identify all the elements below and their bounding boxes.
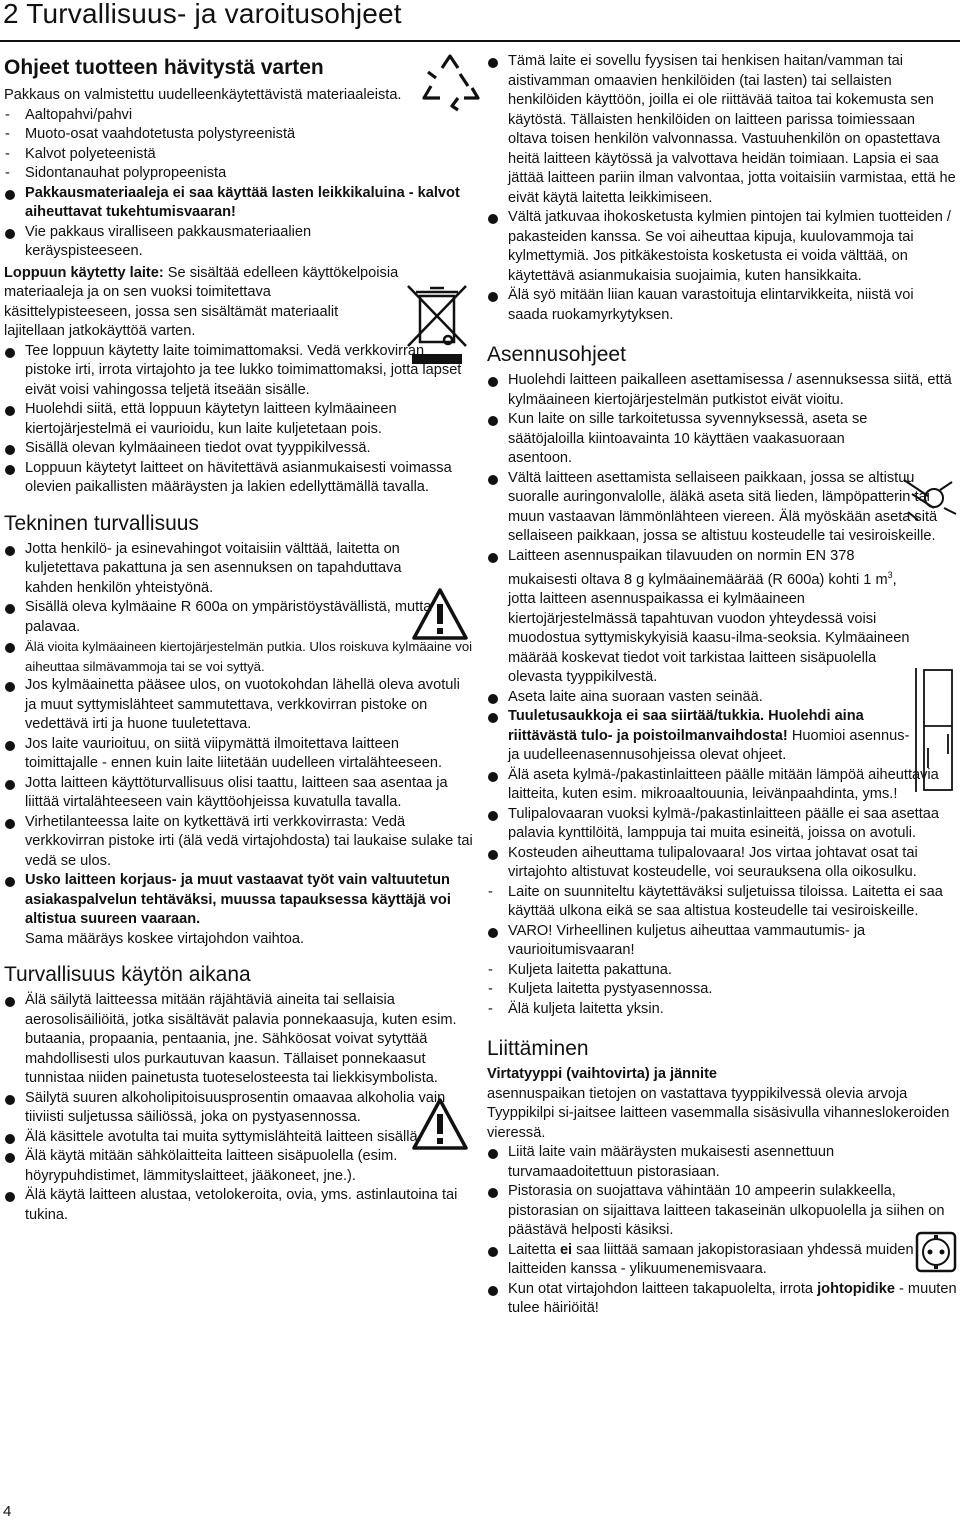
list-item: Älä käytä mitään sähkölaitteita laitteen sisäpuolella (esim. höyrypuhdistimet, lämmityslaitteet, jääkoneet, jne.).	[4, 1147, 474, 1186]
list-item: Vältä jatkuvaa ihokosketusta kylmien pintojen tai kylmien tuotteiden / pakasteiden kanssa. Se voi aiheuttaa kipuja, kuulovammoja tai kylmettymiä. Jos pitkäkestoista kosketusta ei voida välttää, on käytettävä asianmukaisia suojaimia, kuten hansikkaita.	[487, 208, 957, 286]
repair-tail: Sama määräys koskee virtajohdon vaihtoa.	[25, 930, 305, 947]
right-column	[487, 52, 957, 1319]
list-item: VARO! Virheellinen kuljetus aiheuttaa vammautumis- ja vaurioitumisvaaran!	[487, 922, 957, 961]
list-item	[487, 547, 918, 688]
list-item: Älä käytä laitteen alustaa, vetolokeroita, ovia, yms. astinlautoina tai tukina.	[4, 1186, 474, 1225]
list-item: Älä käsittele avotulta tai muita syttymislähteitä laitteen sisällä.	[4, 1128, 474, 1148]
list-item: Jotta laitteen käyttöturvallisuus olisi taattu, laitteen saa asentaa ja liittää virtalähteeseen vain käyttöohjeissa kuvatulla tavalla.	[4, 774, 474, 813]
eol-paragraph	[4, 264, 400, 342]
item3-a: Laitetta	[508, 1241, 560, 1258]
list-item: Kun laite on sille tarkoitetussa syvennyksessä, aseta se säätöjaloilla kiintoavainta 10 käyttäen vaakasuoraan asentoon.	[487, 410, 888, 469]
usage-heading: Turvallisuus käytön aikana	[4, 963, 251, 986]
list-item: Vältä laitteen asettamista sellaiseen paikkaan, jossa se altistuu suoralle auringonvalolle, äläkä aseta sitä lieden, lämpöpatterin tai muun vastaavan lämmönlähteen viereen. Älä myöskään aseta sitä sellaiseen paikkaan, jossa se altistuu kosteudelle tai vesiroiskeille.	[487, 469, 957, 547]
list-item: Säilytä suuren alkoholipitoisuusprosentin omaavaa alkoholia vain tiiviisti suljetussa säiliössä, joka on pystyasennossa.	[4, 1089, 474, 1128]
connection-subheading: Virtatyyppi (vaihtovirta) ja jännite	[487, 1066, 718, 1083]
list-item: Pakkausmateriaaleja ei saa käyttää lasten leikkikaluina - kalvot aiheuttavat tukehtumisvaaran!	[4, 184, 474, 223]
list-item: Virhetilanteessa laite on kytkettävä irti verkkovirrasta: Vedä verkkovirran pistoke irti (älä vedä virtajohdosta) tai laukaise sulake tai vedä se ulos.	[4, 813, 474, 872]
item3-c: saa liittää samaan jakopistorasiaan yhdessä muiden laitteiden kanssa - ylikuumenemisvaara.	[508, 1241, 914, 1278]
list-item: Tulipalovaaran vuoksi kylmä-/pakastinlaitteen päälle ei saa asettaa palavia kynttilöitä, lamppuja tai muita esineitä, joissa on avotuli.	[487, 805, 957, 844]
list-item: Vie pakkaus viralliseen pakkausmateriaalien keräyspisteeseen.	[4, 223, 415, 262]
room-sup: 3	[887, 570, 893, 580]
list-item	[487, 1241, 957, 1280]
list-item: Älä säilytä laitteessa mitään räjähtäviä aineita tai sellaisia aerosolisäiliöitä, jotka sisältävät palavia ponnekaasuja, kuten esim. butaania, propaania, pentaania, jne. Sähköosat voivat sytyttää mahdollisesti ulos purkautuvan kaasun. Tällaiset ponnekaasut tunnistaa niiden painetusta tuoteselosteesta tai liekkisymbolista.	[4, 991, 474, 1089]
list-item: - Sidontanauhat polypropeenista	[4, 164, 474, 184]
disposal-intro: Pakkaus on valmistettu uudelleenkäytettävistä materiaaleista.	[4, 87, 402, 103]
vent-warning: Tuuletusaukkoja ei saa siirtää/tukkia. Huolehdi aina riittävästä tulo- ja poistoilmanvaihdosta!	[508, 708, 864, 744]
list-item: Tämä laite ei sovellu fyysisen tai henkisen haitan/vamman tai aistivamman omaavien henkilöiden (tai lasten) tai sellaisten henkilöiden käyttöön, joilla ei ole riittävää taitoa tai kokemusta sen käytöstä. Tällaisten henkilöiden on laitteen parissa toimiessaan oltava toisen henkilön valvonnassa. Vastuuhenkilön on opastettava heitä laitteen käytössä ja valvottava heidän toimiaan. Lapsia ei saa jättää laitteen pariin ilman valvontaa, jotta voitaisiin varmistaa, että he eivät käytä laitetta leikkimiseen.	[487, 52, 957, 208]
repair-warning: Usko laitteen korjaus- ja muut vastaavat työt vain valtuutetun asiakaspalvelun tehtäväksi, muussa tapauksessa käyttäjä voi altistua suureen vaaraan.	[25, 872, 451, 927]
list-item: - Kuljeta laitetta pystyasennossa.	[487, 980, 957, 1000]
list-item: Älä aseta kylmä-/pakastinlaitteen päälle mitään lämpöä aiheuttavia laitteita, kuten esim. mikroaaltouunia, leivänpaahdinta, yms.!	[487, 766, 957, 805]
list-item	[487, 1280, 957, 1319]
list-item	[4, 871, 474, 949]
item3-b: ei	[559, 1241, 573, 1258]
room-text-b: , jotta laitteen asennuspaikassa ei kylmäaineen kiertojärjestelmässä tapahtuvan vuodon yhteydessä voisi muodostua syttymiskykyisiä kaasu-ilma-seoksia. Kylmäaineen määrää koskevat tiedot voit tarkistaa laitteen sisäpuolella olevasta tyyppikilvestä.	[508, 571, 910, 686]
list-item: Pistorasia on suojattava vähintään 10 ampeerin sulakkeella, pistorasian on sijaittava laitteen takaseinän ulkopuolella ja siihen on päästävä helposti käsiksi.	[487, 1182, 957, 1241]
item4-b: johtopidike	[817, 1280, 895, 1297]
connection-heading: Liittäminen	[487, 1037, 589, 1061]
list-item	[487, 707, 918, 766]
list-item: Liitä laite vain määräysten mukaisesti asennettuun turvamaadoitettuun pistorasiaan.	[487, 1143, 957, 1182]
list-item: - Älä kuljeta laitetta yksin.	[487, 1000, 957, 1020]
item4-c: - muuten tulee häiriöitä!	[508, 1280, 957, 1317]
list-item: Jos kylmäainetta pääsee ulos, on vuotokohdan lähellä oleva avotuli ja muut syttymislähteet sammutettava, verkkovirran pistoke on vedettävä irti ja huone tuuletettava.	[4, 676, 474, 735]
page-title: 2 Turvallisuus- ja varoitusohjeet	[3, 0, 402, 29]
list-item: - Laite on suunniteltu käytettäväksi suljetuissa tiloissa. Laitetta ei saa käyttää ulkona eikä se saa altistua kosteudelle tai vesiroiskeille.	[487, 883, 957, 922]
title-rule	[0, 40, 960, 42]
list-item: - Muoto-osat vaahdotetusta polystyreenistä	[4, 125, 474, 145]
left-column	[4, 52, 474, 1225]
list-item: - Kuljeta laitetta pakattuna.	[487, 961, 957, 981]
list-item: Huolehdi laitteen paikalleen asettamisessa / asennuksessa siitä, että kylmäaineen kiertojärjestelmän putkistot eivät vioitu.	[487, 371, 957, 410]
list-item: Sisällä oleva kylmäaine R 600a on ympäristöystävällistä, mutta palavaa.	[4, 598, 474, 637]
list-item: Aseta laite aina suoraan vasten seinää.	[487, 688, 957, 708]
list-item: Loppuun käytetyt laitteet on hävitettävä asianmukaisesti voimassa olevien paikallisten määräysten ja lakien edellyttämällä tavalla.	[4, 459, 474, 498]
installation-heading: Asennusohjeet	[487, 343, 626, 366]
item4-a: Kun otat virtajohdon laitteen takapuolelta, irrota	[508, 1280, 818, 1297]
disposal-heading: Ohjeet tuotteen hävitystä varten	[4, 56, 324, 79]
eol-label: Loppuun käytetty laite:	[4, 264, 164, 281]
room-text-a: Laitteen asennuspaikan tilavuuden on normin EN 378 mukaisesti oltava 8 g kylmäainemäärää (R 600a) kohti 1 m	[508, 547, 888, 588]
list-item: Kosteuden aiheuttama tulipalovaara! Jos virtaa johtavat osat tai virtajohto altistuvat kosteudelle, voi seurauksena olla oikosulku.	[487, 844, 957, 883]
list-item: Sisällä olevan kylmäaineen tiedot ovat tyyppikilvessä.	[4, 439, 474, 459]
connection-intro: asennuspaikan tietojen on vastattava tyyppikilvessä olevia arvoja Tyyppikilpi si-jaitsee laitteen vasemmalla sisäsivulla vihanneslokeroiden vieressä.	[487, 1085, 950, 1141]
list-item: Älä vioita kylmäaineen kiertojärjestelmän putkia. Ulos roiskuva kylmäaine voi aiheuttaa silmävammoja tai se voi syttyä.	[4, 637, 474, 676]
page-number: 4	[3, 1503, 12, 1520]
list-item: Älä syö mitään liian kauan varastoituja elintarvikkeita, niistä voi saada ruokamyrkytyksen.	[487, 286, 957, 325]
list-item: - Kalvot polyeteenistä	[4, 145, 474, 165]
list-item: - Aaltopahvi/pahvi	[4, 106, 474, 126]
list-item: Jotta henkilö- ja esinevahingot voitaisiin välttää, laitetta on kuljetettava pakattuna ja sen asennuksen on tapahduttava kahden henkilön yhteistyönä.	[4, 540, 405, 599]
vent-tail: Huomioi asennus-ja uudelleenasennusohjeissa olevat ohjeet.	[508, 727, 910, 764]
eol-text: Se sisältää edelleen käyttökelpoisia materiaaleja ja on sen vuoksi toimitettava käsittelypisteeseen, jossa sen sisältämät materiaalit lajitellaan jatkokäyttöä varten.	[4, 264, 399, 339]
list-item: Huolehdi siitä, että loppuun käytetyn laitteen kylmäaineen kiertojärjestelmä ei vaurioidu, kun laite kuljetetaan pois.	[4, 400, 474, 439]
list-item: Jos laite vaurioituu, on siitä viipymättä ilmoitettava laitteen toimittajalle - ennen kuin laite liitetään uudelleen virtalähteeseen.	[4, 735, 474, 774]
technical-heading: Tekninen turvallisuus	[4, 511, 199, 535]
list-item: Tee loppuun käytetty laite toimimattomaksi. Vedä verkkovirran pistoke irti, irrota virtajohto ja tee lukko toimimattomaksi, jotta lapset eivät voisi vahingossa teljetä itseään sisälle.	[4, 342, 474, 401]
